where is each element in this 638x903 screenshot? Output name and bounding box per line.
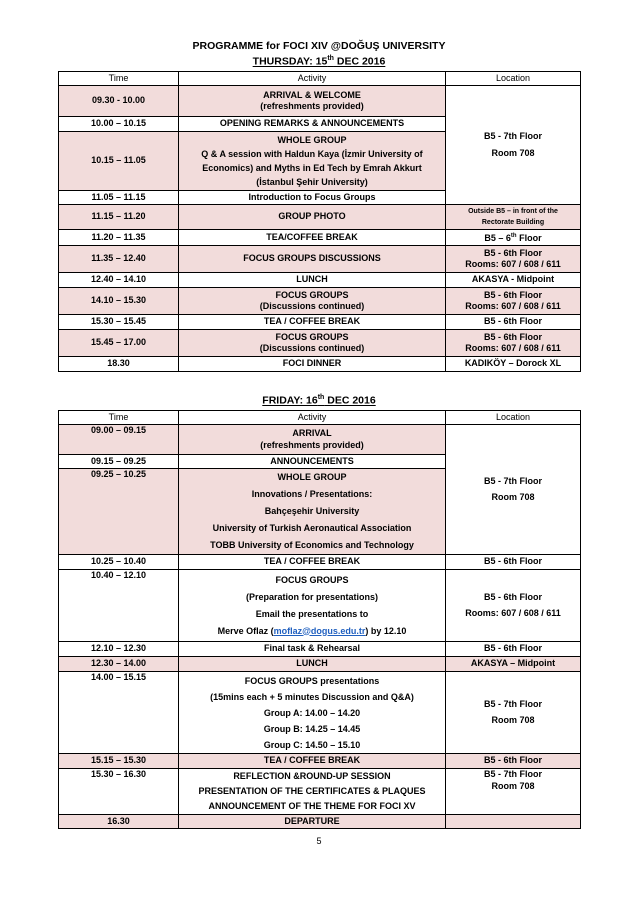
time-cell: 11.05 – 11.15 xyxy=(59,191,179,205)
header-activity: Activity xyxy=(179,72,446,86)
activity-cell: GROUP PHOTO xyxy=(179,205,446,230)
activity-cell: ARRIVAL (refreshments provided) xyxy=(179,425,446,455)
table-row xyxy=(59,357,581,372)
location-cell: B5 – 6th Floor xyxy=(446,230,581,246)
location-cell: B5 - 7th Floor Room 708 xyxy=(446,86,581,205)
activity-cell: Introduction to Focus Groups xyxy=(179,191,446,205)
location-cell: AKASYA – Midpoint xyxy=(446,657,581,672)
time-cell: 18.30 xyxy=(59,357,179,372)
activity-cell: WHOLE GROUP Q & A session with Haldun Kaya (İzmir University of Economics) and Myths in Ed Tech by Emrah Akkurt (İstanbul Şehir University) xyxy=(179,132,446,191)
time-cell: 10.15 – 11.05 xyxy=(59,132,179,191)
activity-cell: WHOLE GROUP Innovations / Presentations: Bahçeşehir University University of Turkish Aeronautical Association TOBB University of Economics and Technology xyxy=(179,469,446,555)
time-cell: 11.15 – 11.20 xyxy=(59,205,179,230)
header-time: Time xyxy=(59,411,179,425)
activity-cell: TEA / COFFEE BREAK xyxy=(179,754,446,769)
table-header-row xyxy=(59,411,581,425)
table-row xyxy=(59,555,581,570)
day1-schedule-table xyxy=(58,71,581,372)
time-cell: 12.40 – 14.10 xyxy=(59,273,179,288)
time-cell: 09.25 – 10.25 xyxy=(59,469,179,555)
table-row xyxy=(59,657,581,672)
day1-heading: THURSDAY: 15th DEC 2016 xyxy=(252,55,386,68)
location-cell: B5 - 6th Floor xyxy=(446,555,581,570)
location-cell: B5 - 6th Floor Rooms: 607 / 608 / 611 xyxy=(446,246,581,273)
activity-cell: ANNOUNCEMENTS xyxy=(179,455,446,469)
location-cell: B5 - 7th Floor Room 708 xyxy=(446,425,581,555)
time-cell: 15.15 – 15.30 xyxy=(59,754,179,769)
activity-cell: REFLECTION &ROUND-UP SESSION PRESENTATION OF THE CERTIFICATES & PLAQUES ANNOUNCEMENT OF THE THEME FOR FOCI XV xyxy=(179,769,446,815)
table-row xyxy=(59,330,581,357)
table-row xyxy=(59,672,581,754)
email-link[interactable]: moflaz@dogus.edu.tr xyxy=(273,625,366,636)
table-row xyxy=(59,754,581,769)
table-row xyxy=(59,642,581,657)
time-cell: 14.00 – 15.15 xyxy=(59,672,179,754)
time-cell: 15.30 – 15.45 xyxy=(59,315,179,330)
activity-cell: FOCUS GROUPS (Preparation for presentations) Email the presentations to Merve Oflaz (moflaz@dogus.edu.tr) by 12.10 xyxy=(179,570,446,642)
table-row xyxy=(59,288,581,315)
location-cell: Outside B5 – in front of the Rectorate Building xyxy=(446,205,581,230)
table-row xyxy=(59,315,581,330)
location-cell: B5 - 7th Floor Room 708 xyxy=(446,769,581,815)
time-cell: 10.25 – 10.40 xyxy=(59,555,179,570)
activity-cell: LUNCH xyxy=(179,273,446,288)
table-row xyxy=(59,425,581,455)
header-location: Location xyxy=(446,411,581,425)
header-time: Time xyxy=(59,72,179,86)
table-header-row xyxy=(59,72,581,86)
time-cell: 12.30 – 14.00 xyxy=(59,657,179,672)
time-cell: 09.15 – 09.25 xyxy=(59,455,179,469)
location-cell: B5 - 6th Floor Rooms: 607 / 608 / 611 xyxy=(446,570,581,642)
location-cell: B5 - 7th Floor Room 708 xyxy=(446,672,581,754)
table-row xyxy=(59,86,581,117)
table-row xyxy=(59,815,581,829)
location-cell: B5 - 6th Floor Rooms: 607 / 608 / 611 xyxy=(446,288,581,315)
location-cell: B5 - 6th Floor xyxy=(446,315,581,330)
activity-cell: FOCUS GROUPS DISCUSSIONS xyxy=(179,246,446,273)
document-title: PROGRAMME for FOCI XIV @DOĞUŞ UNIVERSITY xyxy=(192,40,446,52)
table-row xyxy=(59,769,581,815)
header-location: Location xyxy=(446,72,581,86)
table-row xyxy=(59,246,581,273)
location-cell xyxy=(446,815,581,829)
table-row xyxy=(59,273,581,288)
location-cell: AKASYA - Midpoint xyxy=(446,273,581,288)
time-cell: 09.00 – 09.15 xyxy=(59,425,179,455)
time-cell: 14.10 – 15.30 xyxy=(59,288,179,315)
activity-cell: LUNCH xyxy=(179,657,446,672)
activity-cell: TEA / COFFEE BREAK xyxy=(179,555,446,570)
activity-cell: TEA / COFFEE BREAK xyxy=(179,315,446,330)
time-cell: 11.35 – 12.40 xyxy=(59,246,179,273)
table-row xyxy=(59,230,581,246)
time-cell: 11.20 – 11.35 xyxy=(59,230,179,246)
header-activity: Activity xyxy=(179,411,446,425)
activity-cell: FOCUS GROUPS (Discussions continued) xyxy=(179,330,446,357)
time-cell: 09.30 - 10.00 xyxy=(59,86,179,117)
time-cell: 15.45 – 17.00 xyxy=(59,330,179,357)
table-row xyxy=(59,205,581,230)
location-cell: B5 - 6th Floor xyxy=(446,754,581,769)
time-cell: 12.10 – 12.30 xyxy=(59,642,179,657)
activity-cell: FOCUS GROUPS presentations (15mins each + 5 minutes Discussion and Q&A) Group A: 14.00 – 14.20 Group B: 14.25 – 14.45 Group C: 14.50 – 15.10 xyxy=(179,672,446,754)
time-cell: 10.00 – 10.15 xyxy=(59,117,179,132)
activity-cell: Final task & Rehearsal xyxy=(179,642,446,657)
location-cell: KADIKÖY – Dorock XL xyxy=(446,357,581,372)
activity-cell: FOCI DINNER xyxy=(179,357,446,372)
activity-cell: ARRIVAL & WELCOME (refreshments provided) xyxy=(179,86,446,117)
location-cell: B5 - 6th Floor Rooms: 607 / 608 / 611 xyxy=(446,330,581,357)
day2-schedule-table xyxy=(58,410,581,829)
activity-cell: DEPARTURE xyxy=(179,815,446,829)
page-number: 5 xyxy=(316,836,322,846)
location-cell: B5 - 6th Floor xyxy=(446,642,581,657)
table-row xyxy=(59,570,581,642)
day2-heading: FRIDAY: 16th DEC 2016 xyxy=(262,394,376,407)
time-cell: 16.30 xyxy=(59,815,179,829)
activity-cell: TEA/COFFEE BREAK xyxy=(179,230,446,246)
time-cell: 10.40 – 12.10 xyxy=(59,570,179,642)
activity-cell: OPENING REMARKS & ANNOUNCEMENTS xyxy=(179,117,446,132)
activity-cell: FOCUS GROUPS (Discussions continued) xyxy=(179,288,446,315)
time-cell: 15.30 – 16.30 xyxy=(59,769,179,815)
